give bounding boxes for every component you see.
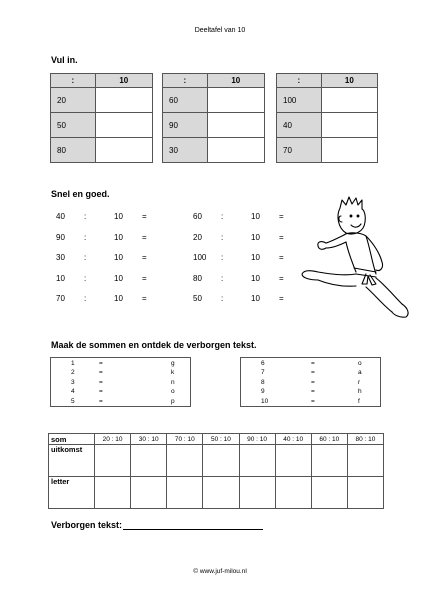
snel-divisor: 10 (251, 212, 260, 221)
letter-key-row (241, 359, 380, 368)
letter-key-row (241, 378, 380, 387)
table-header-operator: : (277, 74, 322, 88)
snel-operator: : (84, 232, 87, 242)
letter-cell[interactable] (95, 477, 131, 509)
key-equals: = (311, 397, 315, 405)
som-row (49, 434, 384, 445)
snel-equals: = (142, 232, 147, 242)
answer-cell[interactable] (203, 445, 239, 477)
key-letter: k (171, 369, 175, 377)
dividend-cell: 70 (277, 138, 322, 163)
dividend-cell: 60 (163, 88, 208, 113)
snel-divisor: 10 (251, 294, 260, 303)
sum-cell: 70 : 10 (167, 434, 203, 445)
sum-cell: 20 : 10 (95, 434, 131, 445)
dividend-cell: 80 (51, 138, 96, 163)
snel-dividend: 60 (193, 212, 202, 221)
snel-divisor: 10 (114, 294, 123, 303)
key-equals: = (311, 388, 315, 396)
snel-divisor: 10 (251, 232, 260, 242)
answer-cell[interactable] (95, 88, 152, 113)
key-number: 10 (261, 397, 269, 405)
row-label-som: som (49, 434, 95, 445)
key-letter: o (171, 388, 175, 396)
answer-cell[interactable] (321, 113, 377, 138)
snel-equals: = (279, 273, 284, 283)
snel-equals: = (142, 253, 147, 262)
answer-cell[interactable] (207, 138, 264, 163)
key-number: 6 (261, 360, 265, 367)
key-equals: = (311, 360, 315, 367)
answer-cell[interactable] (95, 113, 152, 138)
key-equals: = (311, 369, 315, 377)
snel-divisor: 10 (114, 212, 123, 221)
table-header-divisor: 10 (321, 74, 377, 88)
snel-column-left (56, 207, 162, 310)
answer-cell[interactable] (167, 445, 203, 477)
snel-equals: = (279, 294, 284, 303)
snel-equals: = (142, 273, 147, 283)
sum-cell: 50 : 10 (203, 434, 239, 445)
key-number: 7 (261, 369, 265, 377)
table-header-divisor: 10 (207, 74, 264, 88)
letter-cell[interactable] (239, 477, 275, 509)
snel-dividend: 40 (56, 212, 65, 221)
letter-cell[interactable] (131, 477, 167, 509)
letter-cell[interactable] (275, 477, 311, 509)
letter-row (49, 477, 384, 509)
key-equals: = (99, 360, 103, 367)
key-letter: r (358, 378, 361, 386)
hidden-text-answer-line[interactable] (123, 521, 263, 530)
snel-column-right (193, 207, 299, 310)
letter-key-row (51, 397, 190, 406)
dividend-cell: 40 (277, 113, 322, 138)
key-equals: = (99, 397, 103, 405)
snel-equals: = (279, 232, 284, 242)
jumping-boy-illustration (296, 188, 414, 320)
key-letter: g (171, 360, 175, 367)
letter-cell[interactable] (311, 477, 347, 509)
key-equals: = (311, 378, 315, 386)
answer-cell[interactable] (95, 138, 152, 163)
snel-dividend: 90 (56, 232, 65, 242)
snel-equals: = (142, 294, 147, 303)
answer-cell[interactable] (207, 113, 264, 138)
snel-divisor: 10 (114, 253, 123, 262)
uitkomst-row (49, 445, 384, 477)
snel-operator: : (84, 253, 87, 262)
sum-cell: 40 : 10 (275, 434, 311, 445)
snel-operator: : (84, 273, 87, 283)
table-header-operator: : (163, 74, 208, 88)
section-heading-snel: Snel en goed. (51, 189, 110, 199)
snel-divisor: 10 (114, 232, 123, 242)
answer-cell[interactable] (321, 138, 377, 163)
key-equals: = (99, 369, 103, 377)
snel-equals: = (279, 253, 284, 262)
section-heading-vul-in: Vul in. (51, 55, 78, 65)
key-number: 5 (71, 397, 75, 405)
key-letter: p (171, 397, 175, 405)
snel-dividend: 10 (56, 273, 65, 283)
letter-key-left (50, 357, 191, 407)
key-number: 3 (71, 378, 75, 386)
page-title: Deeltafel van 10 (194, 27, 246, 34)
letter-cell[interactable] (167, 477, 203, 509)
snel-dividend: 50 (193, 294, 202, 303)
letter-key-row (51, 378, 190, 387)
snel-dividend: 70 (56, 294, 65, 303)
answer-cell[interactable] (131, 445, 167, 477)
snel-operator: : (221, 273, 224, 283)
key-number: 4 (71, 388, 75, 396)
key-letter: f (358, 397, 360, 405)
sum-cell: 80 : 10 (347, 434, 383, 445)
snel-operator: : (221, 294, 224, 303)
hidden-text-line (51, 520, 263, 530)
snel-operator: : (84, 212, 87, 221)
letter-key-row (51, 387, 190, 396)
division-table-3 (276, 73, 378, 163)
snel-divisor: 10 (114, 273, 123, 283)
key-letter: h (358, 388, 362, 396)
division-table-2 (162, 73, 265, 163)
answer-cell[interactable] (275, 445, 311, 477)
hidden-text-table (48, 433, 384, 509)
snel-dividend: 100 (193, 253, 207, 262)
key-number: 9 (261, 388, 265, 396)
hidden-text-label: Verborgen tekst: (51, 520, 123, 530)
division-table-1 (50, 73, 153, 163)
letter-key-right (240, 357, 381, 407)
footer-copyright: © www.juf-milou.nl (193, 568, 247, 575)
snel-dividend: 30 (56, 253, 65, 262)
snel-divisor: 10 (251, 253, 260, 262)
letter-key-row (51, 368, 190, 377)
dividend-cell: 20 (51, 88, 96, 113)
snel-dividend: 80 (193, 273, 202, 283)
letter-key-row (241, 387, 380, 396)
dividend-cell: 50 (51, 113, 96, 138)
sum-cell: 60 : 10 (311, 434, 347, 445)
key-letter: n (171, 378, 175, 386)
answer-cell[interactable] (239, 445, 275, 477)
section-heading-sommen: Maak de sommen en ontdek de verborgen tekst. (51, 340, 257, 350)
table-header-divisor: 10 (95, 74, 152, 88)
dividend-cell: 100 (277, 88, 322, 113)
key-number: 2 (71, 369, 75, 377)
dividend-cell: 30 (163, 138, 208, 163)
snel-divisor: 10 (251, 273, 260, 283)
snel-operator: : (221, 212, 224, 221)
row-label-uitkomst: uitkomst (49, 445, 95, 477)
letter-key-row (241, 368, 380, 377)
key-letter: a (358, 369, 362, 377)
answer-cell[interactable] (311, 445, 347, 477)
sum-cell: 30 : 10 (131, 434, 167, 445)
key-equals: = (99, 378, 103, 386)
sum-cell: 90 : 10 (239, 434, 275, 445)
snel-operator: : (221, 253, 224, 262)
answer-cell[interactable] (347, 445, 383, 477)
answer-cell[interactable] (207, 88, 264, 113)
key-number: 1 (71, 360, 75, 367)
letter-cell[interactable] (203, 477, 239, 509)
key-number: 8 (261, 378, 265, 386)
table-header-operator: : (51, 74, 96, 88)
letter-key-row (241, 397, 380, 406)
snel-operator: : (221, 232, 224, 242)
snel-equals: = (142, 212, 147, 221)
answer-cell[interactable] (95, 445, 131, 477)
letter-cell[interactable] (347, 477, 383, 509)
letter-key-row (51, 359, 190, 368)
dividend-cell: 90 (163, 113, 208, 138)
snel-equals: = (279, 212, 284, 221)
row-label-letter: letter (49, 477, 95, 509)
snel-dividend: 20 (193, 232, 202, 242)
snel-operator: : (84, 294, 87, 303)
key-letter: o (358, 360, 362, 367)
key-equals: = (99, 388, 103, 396)
answer-cell[interactable] (321, 88, 377, 113)
